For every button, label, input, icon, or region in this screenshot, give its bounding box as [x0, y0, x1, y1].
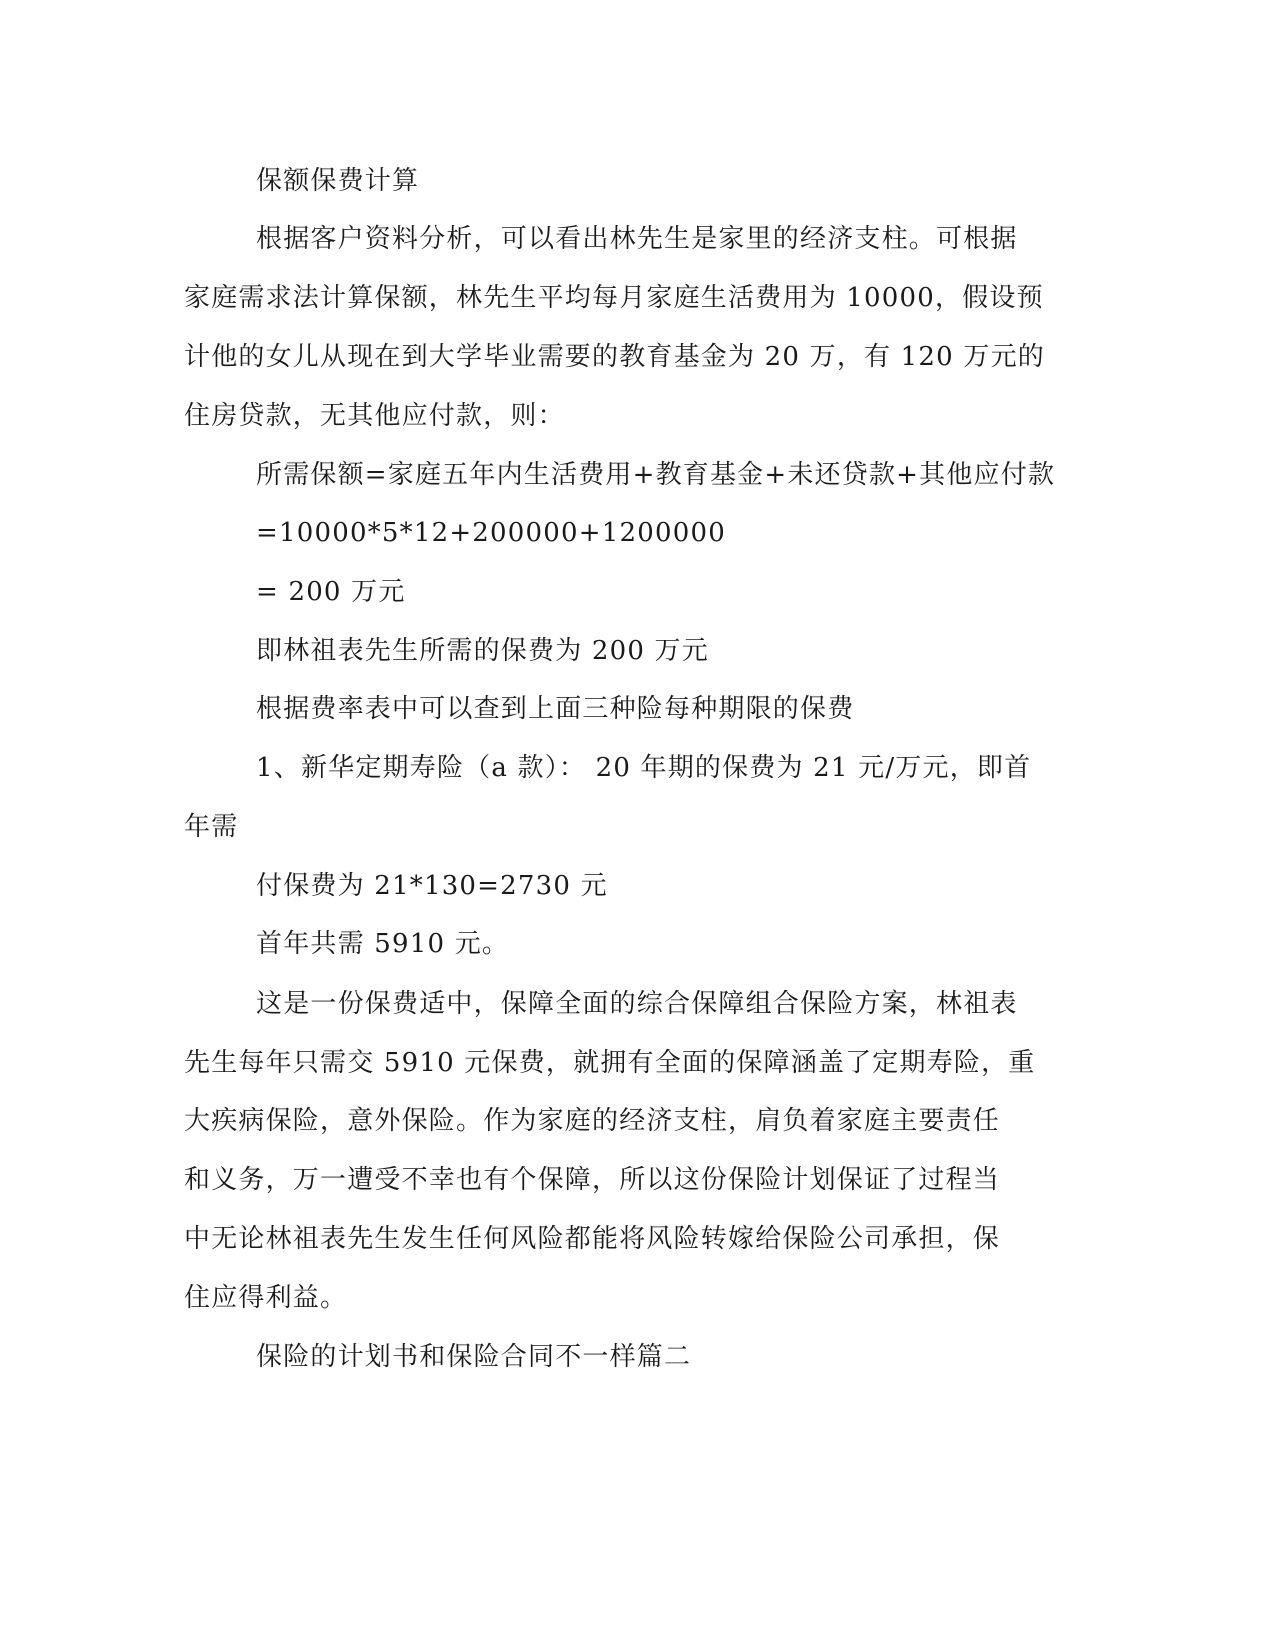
paragraph-line: 即林祖表先生所需的保费为 200 万元 — [256, 636, 709, 666]
paragraph-line: 大疾病保险，意外保险。作为家庭的经济支柱，肩负着家庭主要责任 — [184, 1106, 1001, 1136]
section-heading: 保险的计划书和保险合同不一样篇二 — [256, 1342, 692, 1372]
paragraph-line: 和义务，万一遭受不幸也有个保障，所以这份保险计划保证了过程当 — [184, 1165, 1001, 1195]
paragraph-line: 住房贷款，无其他应付款，则： — [184, 401, 565, 431]
paragraph-line: 付保费为 21*130=2730 元 — [256, 871, 608, 901]
formula-result: = 200 万元 — [256, 577, 406, 607]
section-heading: 保额保费计算 — [256, 166, 420, 196]
paragraph-line: 首年共需 5910 元。 — [256, 929, 510, 959]
paragraph-line: 计他的女儿从现在到大学毕业需要的教育基金为 20 万，有 120 万元的 — [184, 342, 1045, 372]
paragraph-line: 根据客户资料分析，可以看出林先生是家里的经济支柱。可根据 — [256, 224, 1018, 254]
list-item-continuation: 年需 — [184, 812, 239, 842]
paragraph-line: 这是一份保费适中，保障全面的综合保障组合保险方案，林祖表 — [256, 989, 1018, 1019]
list-item: 1、新华定期寿险（a 款）： 20 年期的保费为 21 元/万元，即首 — [256, 753, 1032, 783]
paragraph-line: 根据费率表中可以查到上面三种险每种期限的保费 — [256, 694, 855, 724]
formula-line: 所需保额=家庭五年内生活费用+教育基金+未还贷款+其他应付款 — [256, 460, 1056, 490]
paragraph-line: 中无论林祖表先生发生任何风险都能将风险转嫁给保险公司承担，保 — [184, 1224, 1001, 1254]
paragraph-line: 住应得利益。 — [184, 1283, 348, 1313]
paragraph-line: 家庭需求法计算保额，林先生平均每月家庭生活费用为 10000，假设预 — [184, 283, 1044, 313]
formula-line: =10000*5*12+200000+1200000 — [256, 518, 726, 548]
paragraph-line: 先生每年只需交 5910 元保费，就拥有全面的保障涵盖了定期寿险，重 — [184, 1048, 1036, 1078]
